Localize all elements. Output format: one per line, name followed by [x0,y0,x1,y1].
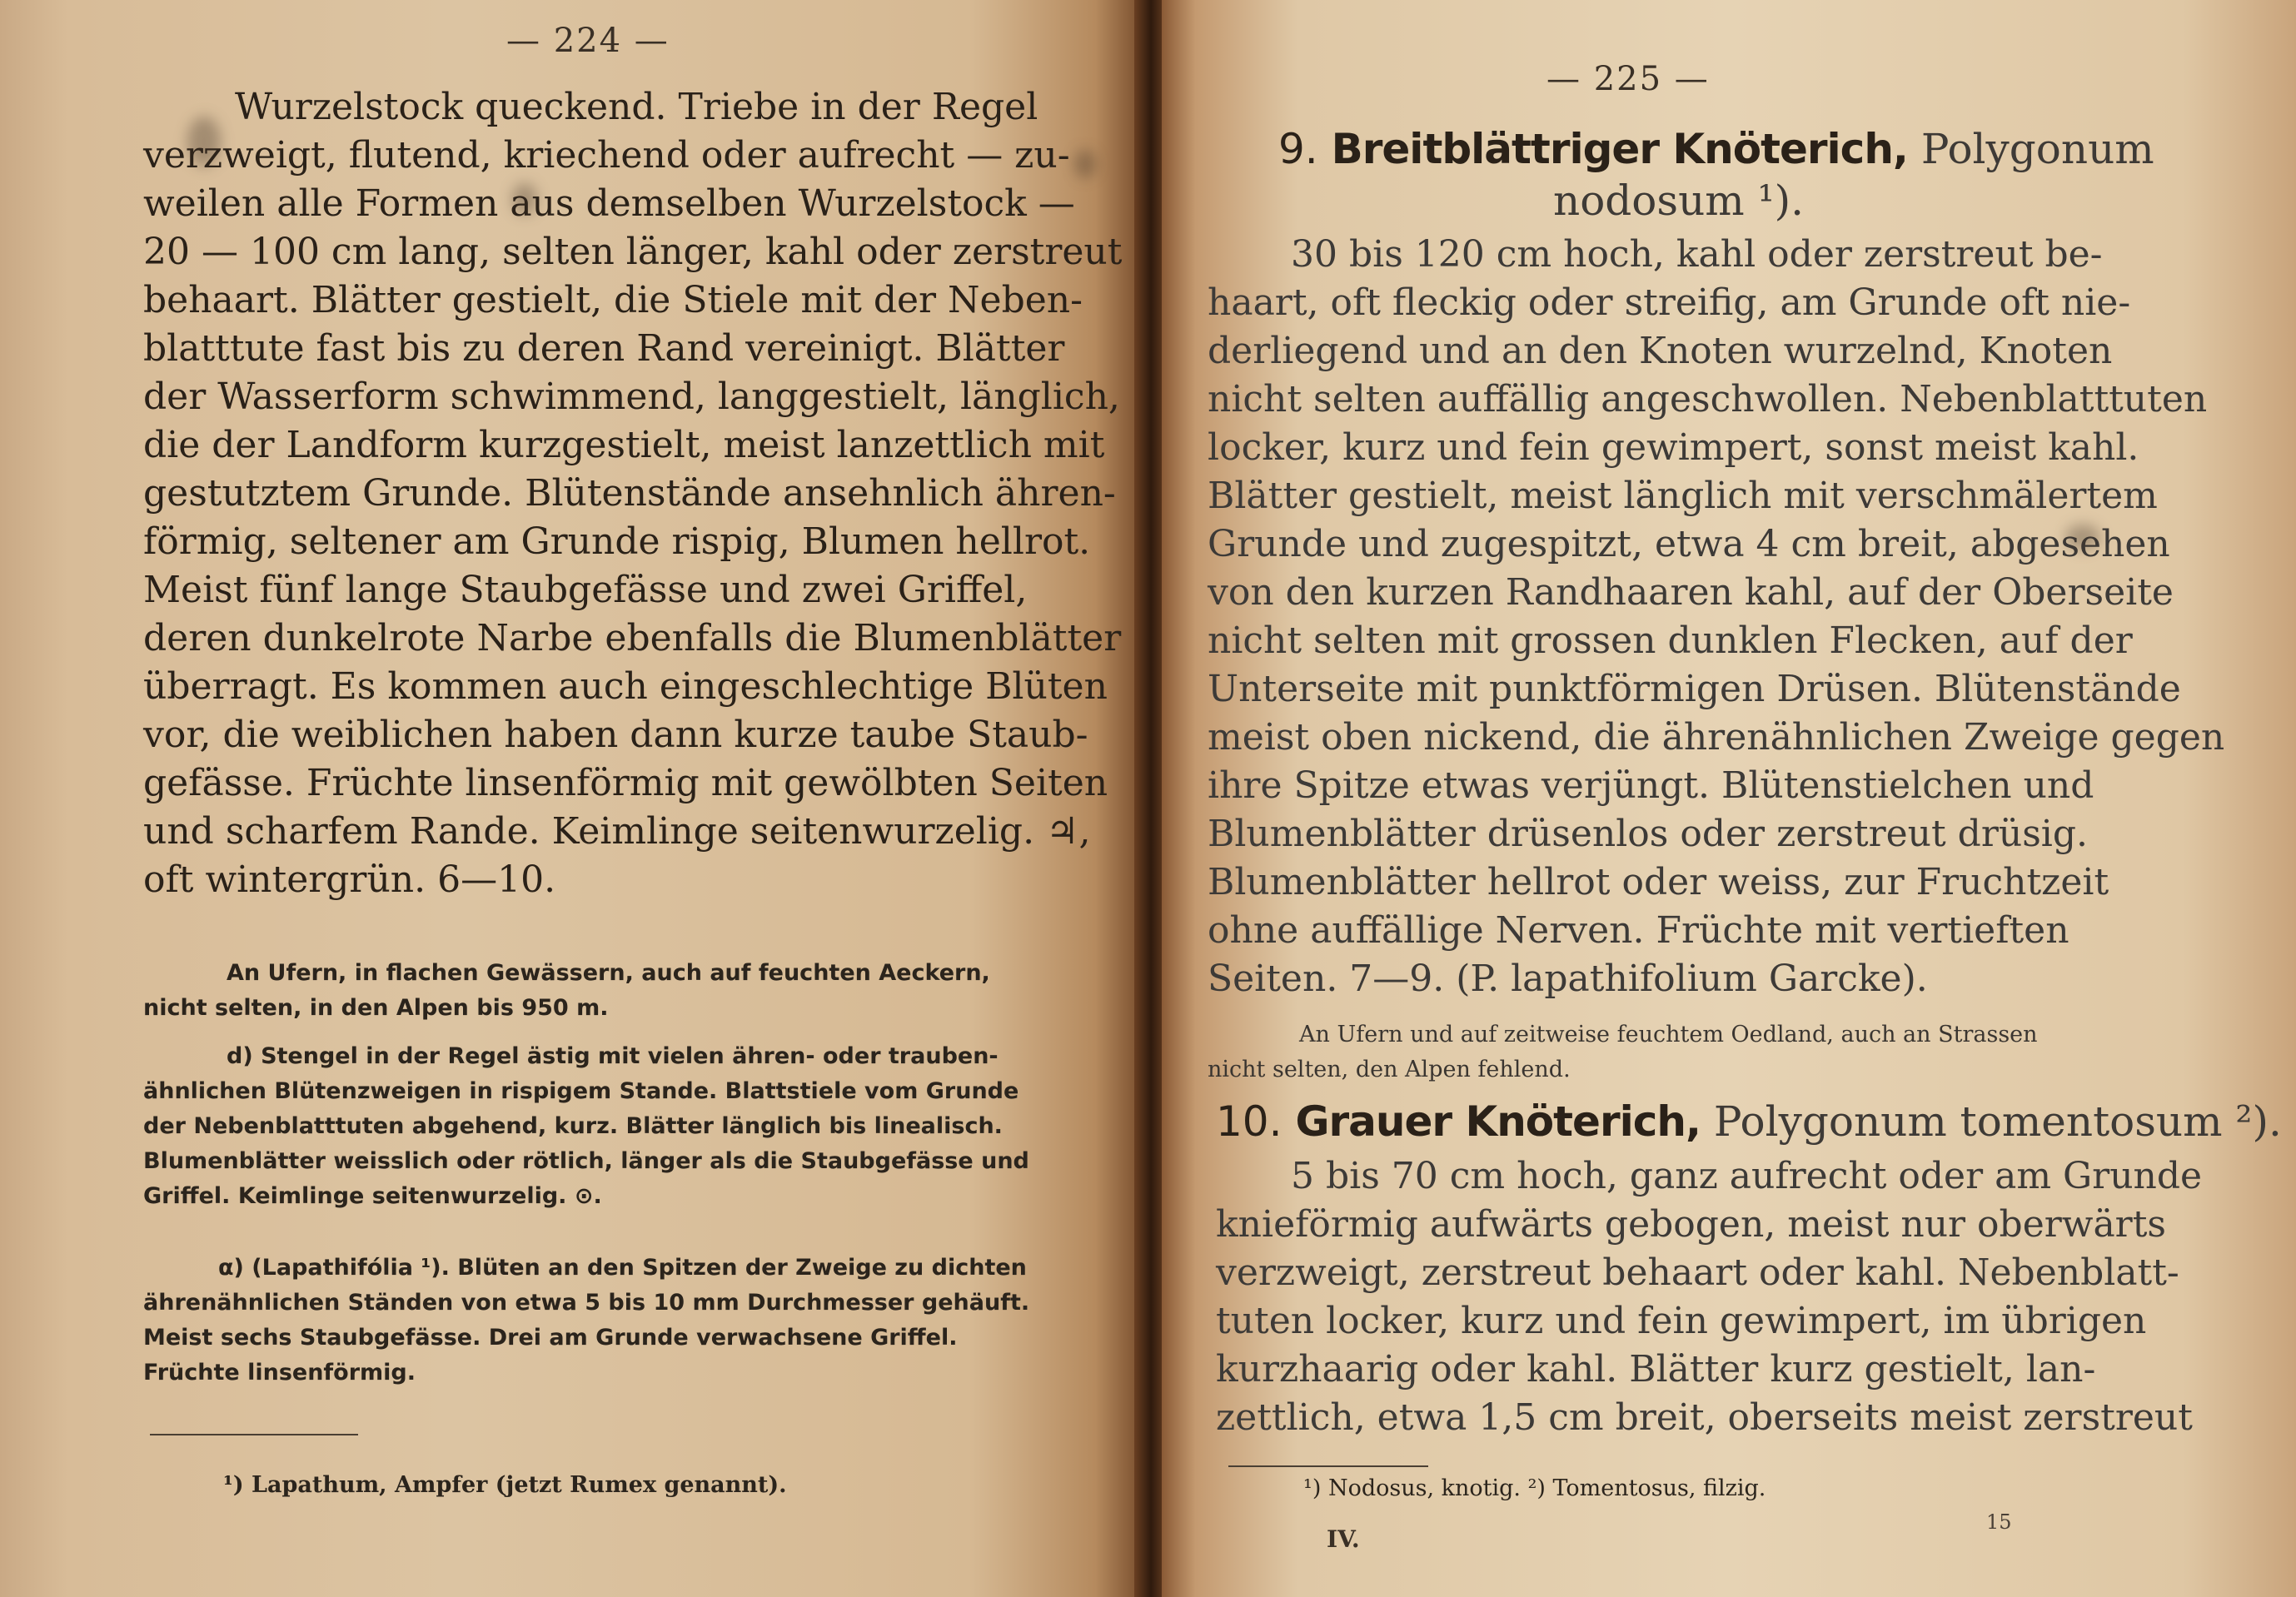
text-line: Meist fünf lange Staubgefässe und zwei Griffel, [143,569,1028,611]
species-latin-name: nodosum ¹). [1553,177,1805,225]
species-9-heading-cont [1553,177,1804,225]
text-line: die der Landform kurzgestielt, meist lanzettlich mit [143,424,1105,466]
right-page [1162,0,2296,1597]
text-line: α) (Lapathifólia ¹). Blüten an den Spitzen der Zweige zu dichten [218,1255,1027,1281]
text-line: gefässe. Früchte linsenförmig mit gewölbten Seiten [143,762,1108,804]
text-line: An Ufern, in flachen Gewässern, auch auf feuchten Aeckern, [227,960,990,986]
text-line: nicht selten, in den Alpen bis 950 m. [143,995,609,1021]
variety-alpha-note [143,1251,1029,1391]
species-number: 9. [1278,125,1318,173]
species-9-heading [1278,125,2154,173]
text-line: Blumenblätter weisslich oder rötlich, länger als die Staubgefässe und [143,1148,1029,1174]
text-line: Blätter gestielt, meist länglich mit verschmälertem [1208,475,2158,517]
signature-mark: IV. [1327,1525,1360,1553]
page-number-225: — 225 — [1546,60,1710,98]
text-line: Unterseite mit punktförmigen Drüsen. Blütenstände [1208,668,2181,710]
text-line: blatttute fast bis zu deren Rand vereinigt. Blätter [143,327,1065,370]
sheet-number: 15 [1986,1510,2012,1534]
text-line: ährenähnlichen Ständen von etwa 5 bis 10 mm Durchmesser gehäuft. [143,1290,1030,1316]
text-line: überragt. Es kommen auch eingeschlechtige Blüten [143,665,1108,708]
text-line: knieförmig aufwärts gebogen, meist nur oberwärts [1216,1203,2166,1246]
text-line: meist oben nickend, die ährenähnlichen Zweige gegen [1208,716,2225,759]
footnote-nodosus-tomentosus: ¹) Nodosus, knotig. ²) Tomentosus, filzig. [1303,1475,1766,1501]
species-10-heading [1216,1097,2282,1146]
text-line: Griffel. Keimlinge seitenwurzelig. ⊙. [143,1183,602,1209]
text-line: gestutztem Grunde. Blütenstände ansehnlich ähren- [143,472,1116,515]
text-line: oft wintergrün. 6—10. [143,858,556,901]
text-line: Meist sechs Staubgefässe. Drei am Grunde verwachsene Griffel. [143,1325,958,1351]
text-line: deren dunkelrote Narbe ebenfalls die Blumenblätter [143,617,1122,659]
text-line: zettlich, etwa 1,5 cm breit, oberseits meist zerstreut [1216,1396,2193,1439]
text-line: tuten locker, kurz und fein gewimpert, im übrigen [1216,1300,2147,1342]
left-page [0,0,1141,1597]
text-line: vor, die weiblichen haben dann kurze taube Staub- [143,714,1088,756]
left-main-text [143,83,1122,904]
text-line: der Wasserform schwimmend, langgestielt, länglich, [143,376,1120,418]
text-line: d) Stengel in der Regel ästig mit vielen ähren- oder trauben- [227,1043,999,1069]
species-name: Breitblättriger Knöterich, [1331,125,1908,173]
habitat-note [143,956,990,1026]
text-line: verzweigt, zerstreut behaart oder kahl. Nebenblatt- [1216,1251,2179,1294]
text-line: 30 bis 120 cm hoch, kahl oder zerstreut be- [1291,233,2103,276]
text-line: von den kurzen Randhaaren kahl, auf der Oberseite [1208,571,2174,614]
ink-smudge [2065,525,2100,550]
species-name: Grauer Knöterich, [1295,1097,1701,1146]
text-line: weilen alle Formen aus demselben Wurzelstock — [143,182,1075,225]
species-latin-name: Polygonum [1920,125,2154,173]
text-line: behaart. Blätter gestielt, die Stiele mit der Neben- [143,279,1083,321]
page-number-224: — 224 — [506,22,670,60]
text-line: derliegend und an den Knoten wurzelnd, Knoten [1208,330,2113,372]
footnote-divider [1228,1465,1428,1467]
ink-smudge [1074,150,1096,178]
text-line: verzweigt, flutend, kriechend oder aufrecht — zu- [143,134,1070,177]
text-line: locker, kurz und fein gewimpert, sonst meist kahl. [1208,426,2139,469]
text-line: haart, oft fleckig oder streifig, am Grunde oft nie- [1208,281,2131,324]
text-line: Wurzelstock queckend. Triebe in der Regel [235,86,1038,128]
text-line: förmig, seltener am Grunde rispig, Blumen hellrot. [143,520,1091,563]
species-number: 10. [1216,1097,1282,1146]
species-10-description [1216,1152,2202,1442]
text-line: An Ufern und auf zeitweise feuchtem Oedland, auch an Strassen [1299,1022,2038,1047]
text-line: Seiten. 7—9. (P. lapathifolium Garcke). [1208,958,1928,1000]
text-line: nicht selten, den Alpen fehlend. [1208,1057,1571,1082]
text-line: der Nebenblatttuten abgehend, kurz. Blätter länglich bis linealisch. [143,1113,1003,1139]
ink-smudge [512,183,537,215]
species-9-habitat [1208,1017,2038,1087]
text-line: 5 bis 70 cm hoch, ganz aufrecht oder am Grunde [1291,1155,2203,1197]
ink-smudge [187,117,221,167]
footnote-lapathum: ¹) Lapathum, Ampfer (jetzt Rumex genannt). [223,1472,787,1498]
variety-d-note [143,1039,1029,1214]
footnote-divider [150,1434,358,1435]
text-line: ähnlichen Blütenzweigen in rispigem Stande. Blattstiele vom Grunde [143,1078,1019,1104]
text-line: Grunde und zugespitzt, etwa 4 cm breit, abgesehen [1208,523,2170,565]
text-line: 20 — 100 cm lang, selten länger, kahl oder zerstreut [143,231,1123,273]
text-line: Blumenblätter drüsenlos oder zerstreut drüsig. [1208,813,2089,855]
text-line: nicht selten auffällig angeschwollen. Nebenblatttuten [1208,378,2208,420]
text-line: Blumenblätter hellrot oder weiss, zur Fruchtzeit [1208,861,2109,903]
text-line: kurzhaarig oder kahl. Blätter kurz gestielt, lan- [1216,1348,2096,1391]
text-line: ihre Spitze etwas verjüngt. Blütenstielchen und [1208,764,2094,807]
species-latin-name: Polygonum tomentosum ²). [1713,1097,2282,1146]
text-line: ohne auffällige Nerven. Früchte mit vertieften [1208,909,2069,952]
text-line: nicht selten mit grossen dunklen Flecken, auf der [1208,619,2133,662]
species-9-description [1208,231,2224,1003]
text-line: und scharfem Rande. Keimlinge seitenwurzelig. ♃, [143,810,1091,853]
text-line: Früchte linsenförmig. [143,1360,416,1386]
